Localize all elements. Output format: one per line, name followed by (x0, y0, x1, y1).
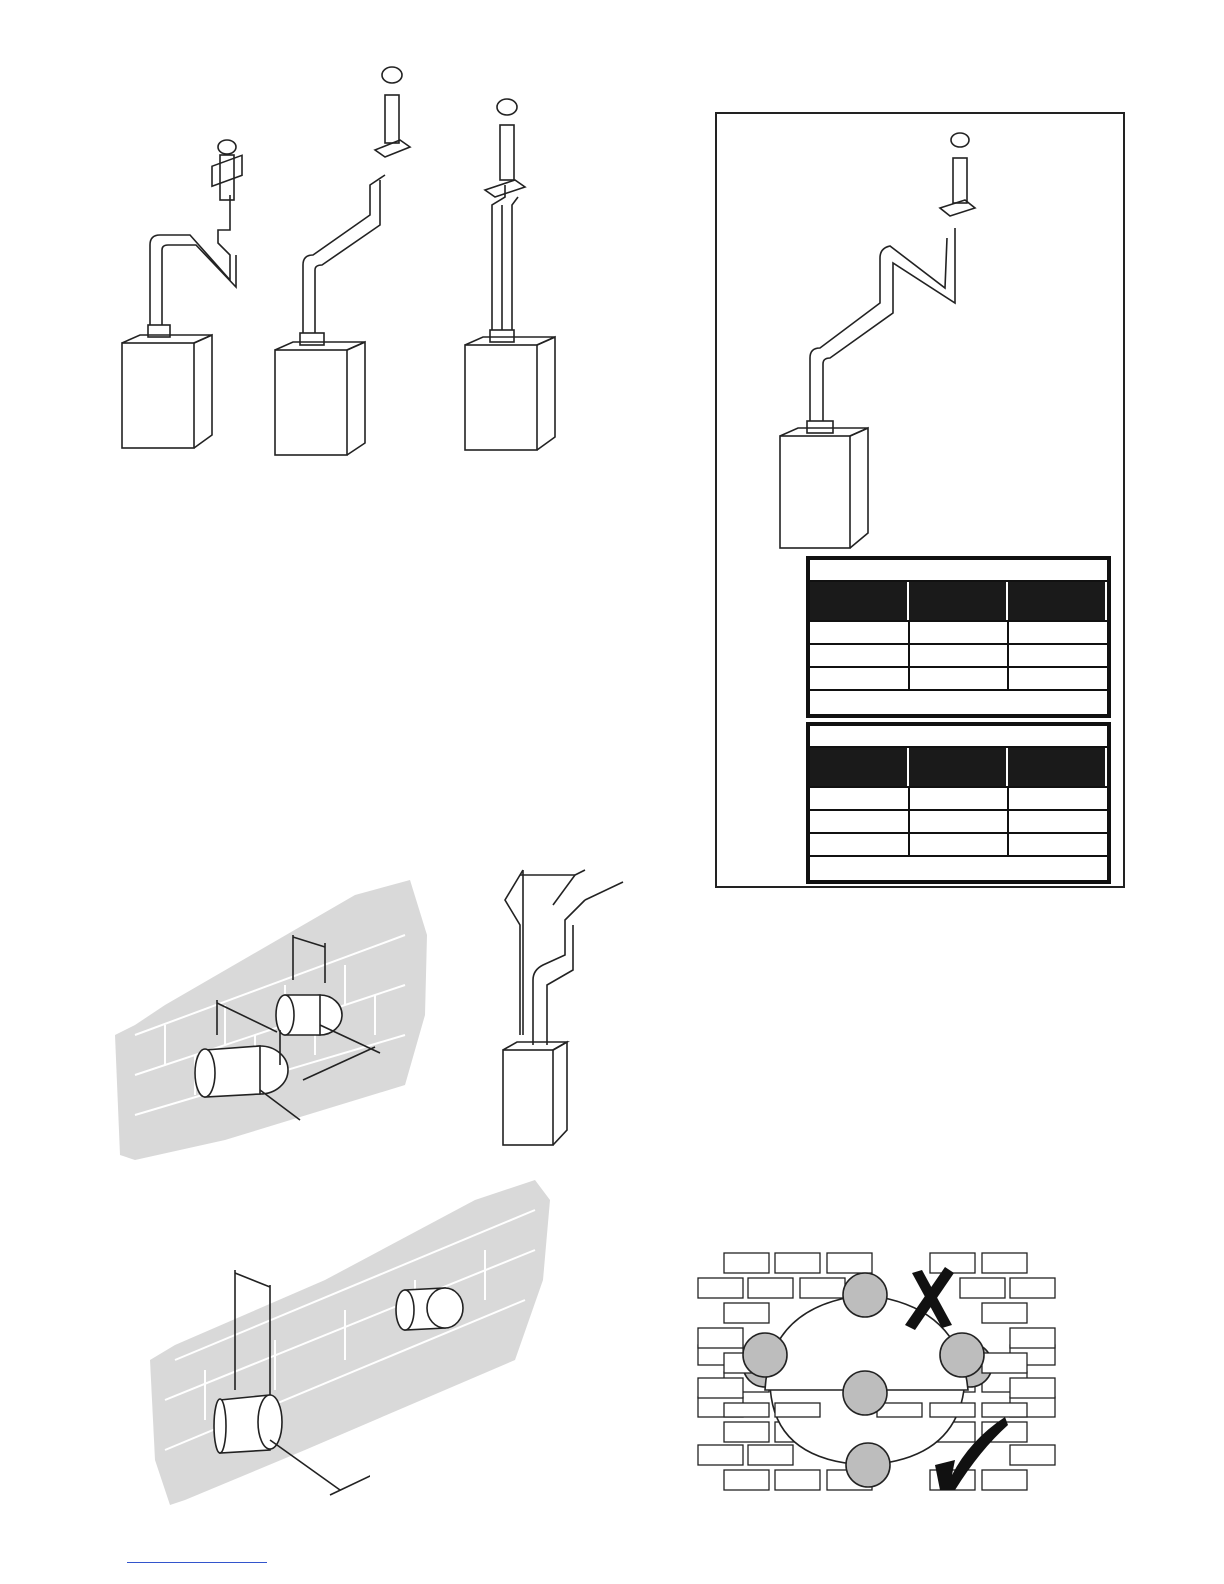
table-cell (810, 645, 910, 666)
table-1-header-2 (909, 582, 1008, 620)
table-cell (1009, 834, 1107, 855)
table-1-header-3 (1008, 582, 1107, 620)
table-cell (1009, 788, 1107, 809)
table-1-title (810, 560, 1107, 580)
termination-pattern-incorrect (690, 1245, 1060, 1420)
table-2-header-2 (909, 748, 1008, 786)
table-cell (810, 622, 910, 643)
water-heater-unit-3 (465, 99, 555, 450)
table-cell (910, 788, 1010, 809)
table-2-title (810, 726, 1107, 746)
lower-left-termination (210, 1255, 370, 1515)
table-1-header-1 (810, 582, 909, 620)
table-row (810, 788, 1107, 811)
table-cell (1009, 622, 1107, 643)
table-cell (1009, 668, 1107, 689)
table-row (810, 668, 1107, 691)
inset-vent-configuration-figure (775, 128, 1005, 553)
table-cell (810, 834, 910, 855)
table-cell (810, 788, 910, 809)
table-row (810, 622, 1107, 645)
water-heater-unit-1 (122, 140, 242, 448)
table-1-footnote (810, 691, 1107, 714)
table-cell (910, 622, 1010, 643)
vent-routing-figure (495, 860, 645, 1160)
table-cell (1009, 811, 1107, 832)
table-cell (810, 668, 910, 689)
table-cell (810, 811, 910, 832)
table-row (810, 811, 1107, 834)
table-cell (910, 645, 1010, 666)
vent-configurations-figure (100, 55, 680, 465)
table-2-footnote (810, 857, 1107, 880)
table-2-header-1 (810, 748, 909, 786)
wall-termination-upper-figure (105, 875, 435, 1170)
water-heater-unit-2 (275, 67, 410, 455)
table-cell (910, 834, 1010, 855)
table-cell (910, 668, 1010, 689)
table-row (810, 645, 1107, 668)
table-cell (1009, 645, 1107, 666)
spec-table-2 (806, 722, 1111, 884)
table-cell (910, 811, 1010, 832)
table-row (810, 834, 1107, 857)
spec-table-1 (806, 556, 1111, 718)
table-2-header-3 (1008, 748, 1107, 786)
footer-link[interactable] (127, 1562, 267, 1563)
